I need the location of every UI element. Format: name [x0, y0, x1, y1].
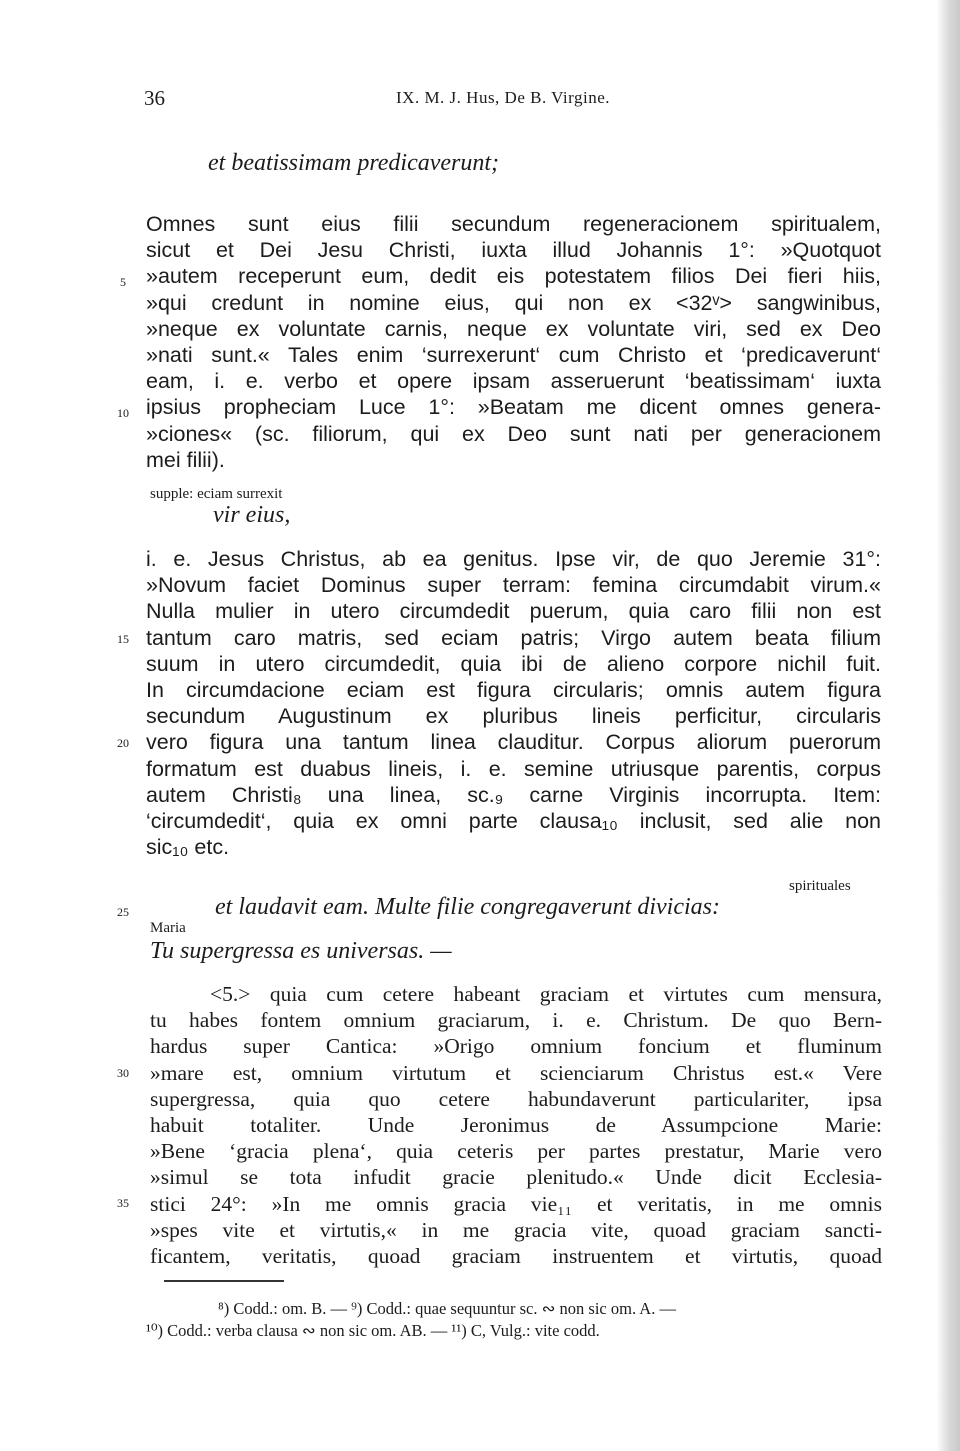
paragraph-1 — [146, 211, 881, 473]
footnote-rule — [164, 1280, 284, 1282]
lemma-vir-eius: vir eius, — [213, 502, 291, 528]
marginal-note-supple: supple: eciam surrexit — [150, 486, 283, 502]
page-header — [0, 86, 960, 116]
text-line: sicut et Dei Jesu Christi, iuxta illud Johannis 1°: »Quotquot — [146, 238, 881, 263]
footnote-line: ⁸) Codd.: om. B. — ⁹) Codd.: quae sequuntur sc. ∾ non sic om. A. — — [218, 1299, 676, 1318]
text-line: In circumdacione eciam est figura circularis; omnis autem figura — [146, 678, 881, 703]
text-line: »Bene ‘gracia plena‘, quia ceteris per partes prestatur, Marie vero — [150, 1139, 882, 1164]
text-line: »ciones« (sc. filiorum, qui ex Deo sunt nati per generacionem — [146, 421, 881, 446]
text-line: stici 24°: »In me omnis gracia vie₁₁ et veritatis, in me omnis — [150, 1191, 882, 1216]
text-line: formatum est duabus lineis, i. e. semine utriusque parentis, corpus — [146, 756, 881, 781]
page-number: 36 — [144, 86, 165, 110]
running-title: IX. M. J. Hus, De B. Virgine. — [396, 88, 611, 107]
text-line: eam, i. e. verbo et opere ipsam asseruerunt ‘beatissimam‘ iuxta — [146, 369, 881, 394]
line-number: 5 — [120, 275, 126, 289]
text-line: »Novum faciet Dominus super terram: femina circumdabit virum.« — [146, 573, 881, 598]
line-number: 20 — [117, 736, 129, 750]
text-line: Omnes sunt eius filii secundum regeneracionem spiritualem, — [146, 212, 881, 236]
marginal-note-maria: Maria — [150, 920, 186, 936]
text-line: habuit totaliter. Unde Jeronimus de Assumpcione Marie: — [150, 1113, 882, 1138]
text-line: vero figura una tantum linea clauditur. Corpus aliorum puerorum — [146, 730, 881, 755]
text-line: »simul se tota infudit gracie plenitudo.« Unde dicit Ecclesia- — [150, 1165, 882, 1190]
text-line: »spes vite et virtutis,« in me gracia vite, quoad graciam sancti- — [150, 1217, 882, 1242]
text-line: supergressa, quia quo cetere habundaverunt particulariter, ipsa — [150, 1086, 882, 1111]
lemma-laudavit: et laudavit eam. Multe filie congregaverunt divicias: — [215, 894, 720, 920]
line-number: 15 — [117, 632, 129, 646]
line-number: 30 — [117, 1066, 129, 1080]
text-line: Nulla mulier in utero circumdedit puerum, quia caro filii non est — [146, 599, 881, 624]
line-number: 10 — [117, 406, 129, 420]
paragraph-3 — [150, 981, 882, 1269]
footnotes — [146, 1298, 886, 1342]
text-line: tu habes fontem omnium graciarum, i. e. Christum. De quo Bern- — [150, 1008, 882, 1033]
text-line: sic₁₀ etc. — [146, 835, 230, 860]
text-line: »nati sunt.« Tales enim ‘surrexerunt‘ cum Christo et ‘predicaverunt‘ — [146, 343, 881, 368]
line-number: 25 — [117, 905, 129, 919]
marginal-note-spirituales: spirituales — [789, 878, 851, 894]
text-line: autem Christi₈ una linea, sc.₉ carne Virginis incorrupta. Item: — [146, 782, 881, 807]
footnote-line: ¹⁰) Codd.: verba clausa ∾ non sic om. AB. — ¹¹) C, Vulg.: vite codd. — [146, 1321, 600, 1340]
text-line: <5.> quia cum cetere habeant graciam et virtutes cum mensura, — [210, 982, 882, 1006]
lemma-supergressa: Tu supergressa es universas. — — [150, 938, 452, 964]
text-line: »qui credunt in nomine eius, qui non ex <32ᵛ> sangwinibus, — [146, 290, 881, 315]
lemma-beatissimam: et beatissimam predicaverunt; — [208, 150, 500, 176]
page-edge-shadow — [936, 0, 960, 1451]
text-line: ipsius propheciam Luce 1°: »Beatam me dicent omnes genera- — [146, 395, 881, 420]
text-line: ficantem, veritatis, quoad graciam instruentem et virtutis, quoad — [150, 1244, 882, 1269]
text-line: ‘circumdedit‘, quia ex omni parte clausa₁₀ inclusit, sed alie non — [146, 809, 881, 834]
text-line: »autem receperunt eum, dedit eis potestatem filios Dei fieri hiis, — [146, 264, 881, 289]
text-line: »mare est, omnium virtutum et scienciarum Christus est.« Vere — [150, 1060, 882, 1085]
paragraph-2 — [146, 546, 881, 860]
text-line: i. e. Jesus Christus, ab ea genitus. Ipse vir, de quo Jeremie 31°: — [146, 547, 881, 571]
text-line: suum in utero circumdedit, quia ibi de alieno corpore nichil fuit. — [146, 651, 881, 676]
text-line: secundum Augustinum ex pluribus lineis perficitur, circularis — [146, 704, 881, 729]
text-line: tantum caro matris, sed eciam patris; Virgo autem beata filium — [146, 625, 881, 650]
line-number: 35 — [117, 1196, 129, 1210]
text-line: hardus super Cantica: »Origo omnium foncium et fluminum — [150, 1034, 882, 1059]
text-line: »neque ex voluntate carnis, neque ex voluntate viri, sed ex Deo — [146, 316, 881, 341]
text-line: mei filii). — [146, 447, 225, 472]
